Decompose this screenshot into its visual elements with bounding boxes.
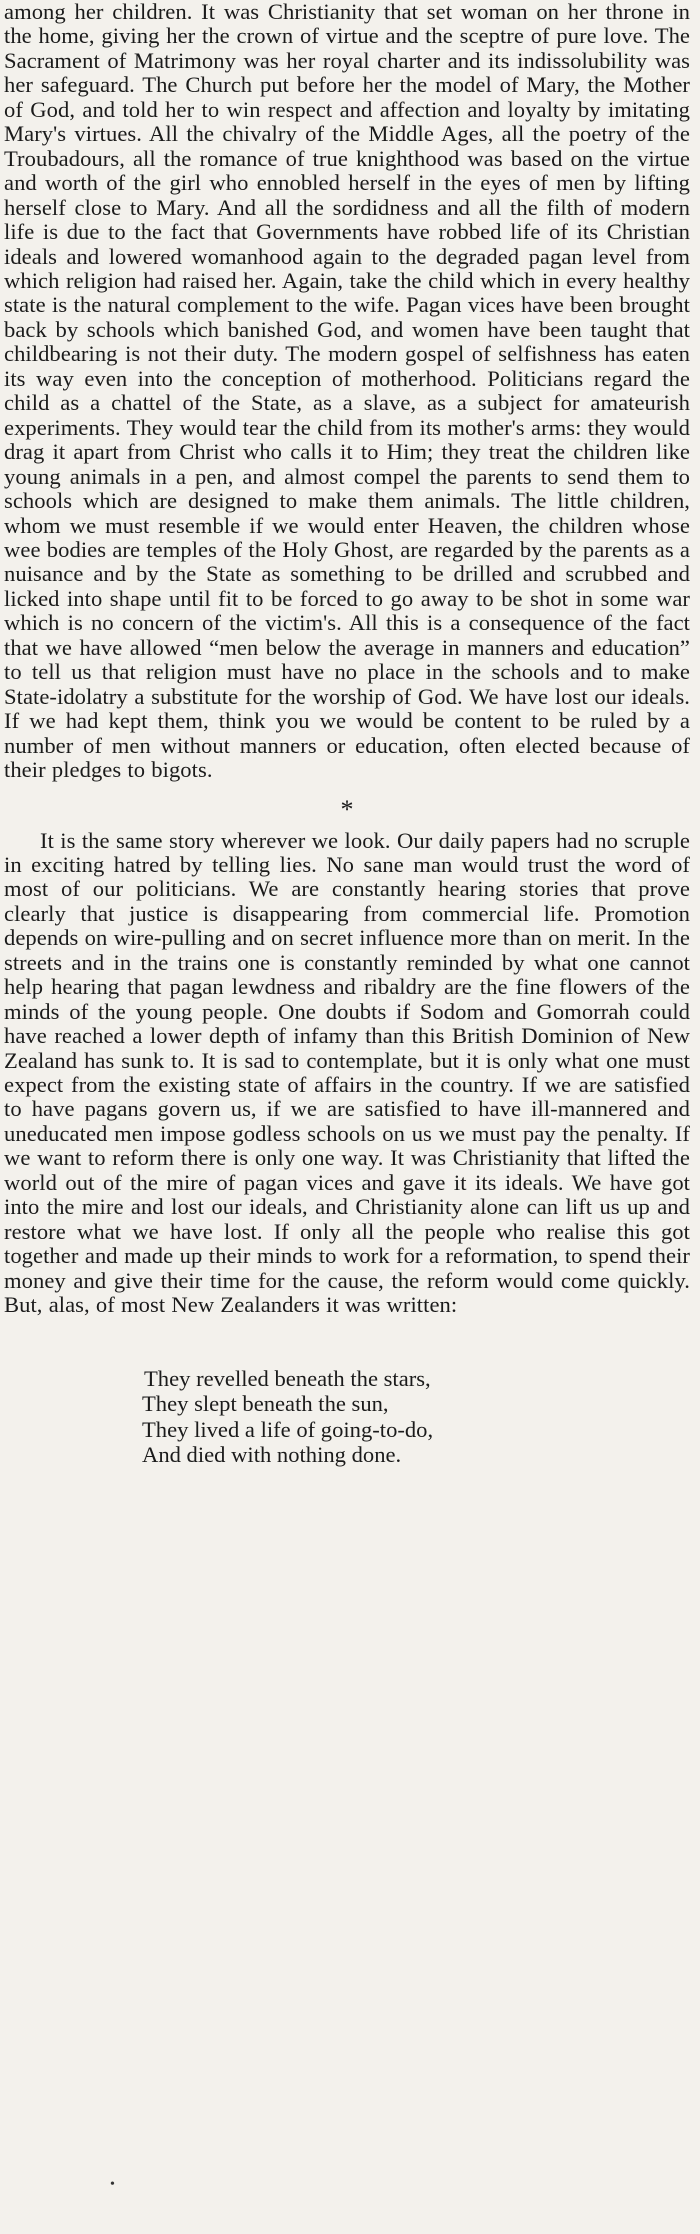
section-separator: * [340, 794, 354, 824]
article-paragraph-1: among her children. It was Christianity that set woman on her throne in the home, giving her the crown of virtue and the sceptre of pure love. The Sacrament of Matrimony was her royal charter and its indissolubility was her safeguard. The Church put before her the model of Mary, the Mother of God, and told her to win respect and affection and loyalty by imitating Mary's virtues. All the chivalry of the Middle Ages, all the poetry of the Troubadours, all the romance of true knighthood was based on the virtue and worth of the girl who ennobled herself in the eyes of men by lifting herself close to Mary. And all the sordidness and all the filth of modern life is due to the fact that Governments have robbed life of its Christian ideals and lowered womanhood again to the degraded pagan level from which religion had raised her. Again, take the child which in every healthy state is the natural complement to the wife. Pagan vices have been brought back by schools which banished God, and women have been taught that childbearing is not their duty. The modern gospel of selfishness has eaten its way even into the conception of motherhood. Politicians regard the child as a chattel of the State, as a slave, as a subject for amateurish experiments. They would tear the child from its mother's arms: they would drag it apart from Christ who calls it to Him; they treat the children like young animals in a pen, and almost compel the parents to send them to schools which are designed to make them animals. The little children, whom we must resemble if we would enter Heaven, the children whose wee bodies are temples of the Holy Ghost, are regarded by the parents as a nuisance and by the State as something to be drilled and scrubbed and licked into shape until fit to be forced to go away to be shot in some war which is no concern of the victim's. All this is a consequence of the fact that we have allowed “men below the average in manners and education” to tell us that religion must have no place in the schools and to make State-idolatry a substitute for the worship of God. We have lost our ideals. If we had kept them, think you we would be content to be ruled by a number of men without manners or education, often elected because of their pledges to bigots. [4, 0, 690, 783]
closing-poem [4, 1366, 690, 1468]
poem-line-3: They lived a life of going-to-do, [142, 1416, 434, 1442]
poem-line-4: And died with nothing done. [142, 1442, 402, 1468]
article-column [4, 0, 690, 1468]
article-paragraph-2: It is the same story wherever we look. Our daily papers had no scruple in exciting hatred by telling lies. No sane man would trust the word of most of our politicians. We are constantly hearing stories that prove clearly that justice is disappearing from commercial life. Promotion depends on wire-pulling and on secret influence more than on merit. In the streets and in the trains one is constantly reminded by what one cannot help hearing that pagan lewdness and ribaldry are the fine flowers of the minds of the young people. One doubts if Sodom and Gomorrah could have reached a lower depth of infamy than this British Dominion of New Zealand has sunk to. It is sad to contemplate, but it is only what one must expect from the existing state of affairs in the country. If we are satisfied to have pagans govern us, if we are satisfied to have ill-mannered and uneducated men impose godless schools on us we must pay the penalty. If we want to reform there is only one way. It was Christianity that lifted the world out of the mire of pagan vices and gave it its ideals. We have got into the mire and lost our ideals, and Christianity alone can lift us up and restore what we have lost. If only all the people who realise this got together and made up their minds to work for a reformation, to spend their money and give their time for the cause, the reform would come quickly. But, alas, of most New Zealanders it was written: [4, 827, 690, 1318]
poem-line-1: They revelled beneath the stars, [144, 1365, 431, 1391]
print-mark: • [110, 2177, 115, 2192]
poem-line-2: They slept beneath the sun, [142, 1391, 389, 1417]
